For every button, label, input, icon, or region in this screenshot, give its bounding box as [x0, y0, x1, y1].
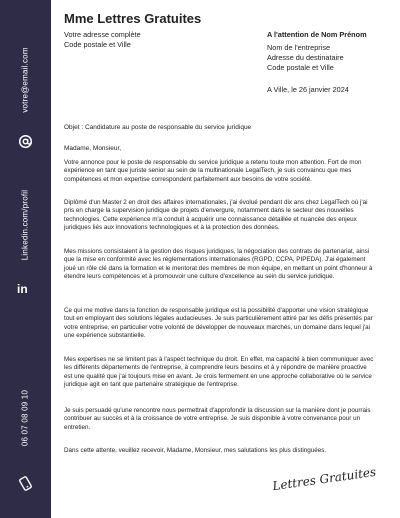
paragraph: Dans cette attente, veuillez recevoir, Madame, Monsieur, mes salutations les plus distinguées. — [64, 447, 327, 454]
recipient-address: Adresse du destinataire — [267, 53, 344, 62]
sender-name: Mme Lettres Gratuites — [64, 11, 202, 26]
paragraph: Mes missions consistaient à la gestion des risques juridiques, la négociation des contrats de partenariat, ainsi que la mise en conformité avec les réglementations internationales (RGPD, CCPA, PIPEDA). J'ai également joué un rôle clé dans la formation et le mentorat des membres de mon équipe, en mettant un point d'honneur à étendre leurs compétences et à promouvoir une culture d'excellence au sein du service juridique. — [64, 248, 373, 280]
recipient-attention: A l'attention de Nom Prénom — [267, 30, 367, 39]
paragraph: Diplômé d'un Master 2 en droit des affaires internationales, j'ai évolué pendant dix ans chez LegalTech où j'ai pris en charge la supervision juridique de projets d'envergure, notamment dans le secteur des nouvelles technologies. Cette expérience m'a conduit à acquérir une connaissance détaillée et nuancée des enjeux juridiques liés aux innovations technologiques et à la protection des données. — [64, 199, 368, 231]
signature: Lettres Gratuites — [271, 464, 377, 494]
salutation: Madame, Monsieur, — [64, 145, 122, 152]
paragraph: Je suis persuadé qu'une rencontre nous permettrait d'approfondir la discussion sur la manière dont je pourrais contribuer au succès et à la croissance de votre entreprise. Je suis disponible à votre convenance pour un entretien. — [64, 407, 371, 431]
linkedin-text[interactable]: Linkedin.com/profil — [20, 189, 30, 261]
phone-text[interactable]: 06 07 08 09 10 — [20, 389, 30, 447]
letter-date: A Ville, le 26 janvier 2024 — [267, 85, 349, 94]
recipient-city: Code postale et Ville — [267, 63, 334, 72]
contact-sidebar — [0, 0, 51, 518]
recipient-company: Nom de l'entreprise — [267, 43, 331, 52]
sender-city: Code postale et Ville — [64, 40, 131, 49]
letter-object: Objet : Candidature au poste de responsable du service juridique — [64, 124, 252, 131]
sender-address: Votre adresse complète — [64, 30, 141, 39]
phone-icon — [18, 476, 33, 491]
linkedin-icon: in — [17, 282, 28, 296]
paragraph: Votre annonce pour le poste de responsable du service juridique a retenu toute mon attention. Fort de mon expérience en tant que juriste senior au sein de la multinationale LegalTech, je suis convaincu que mes compétences et mon expertise correspondent parfaitement aux besoins de votre société. — [64, 159, 362, 183]
email-text[interactable]: votre@email.com — [20, 47, 30, 113]
at-icon — [18, 134, 33, 149]
paragraph: Ce qui me motive dans la fonction de responsable juridique est la possibilité d'apporter une vision stratégique tout en employant des solutions légales audacieuses. Je suis particulièrement attiré par les défis présentés par votre entreprise, en particulier votre volonté de développer de nouveaux marchés, un domaine dans lequel j'ai une expérience substantielle. — [64, 307, 373, 339]
paragraph: Mes expertises ne se limitent pas à l'aspect technique du droit. En effet, ma capacité à bien communiquer avec les différents départements de l'entreprise, à comprendre leurs besoins et à y répondre de manière proactive est une qualité que j'ai toujours mise en avant. Je crois fermement en une approche collaborative où le service juridique agit en tant que partenaire stratégique de l'entreprise. — [64, 356, 374, 388]
